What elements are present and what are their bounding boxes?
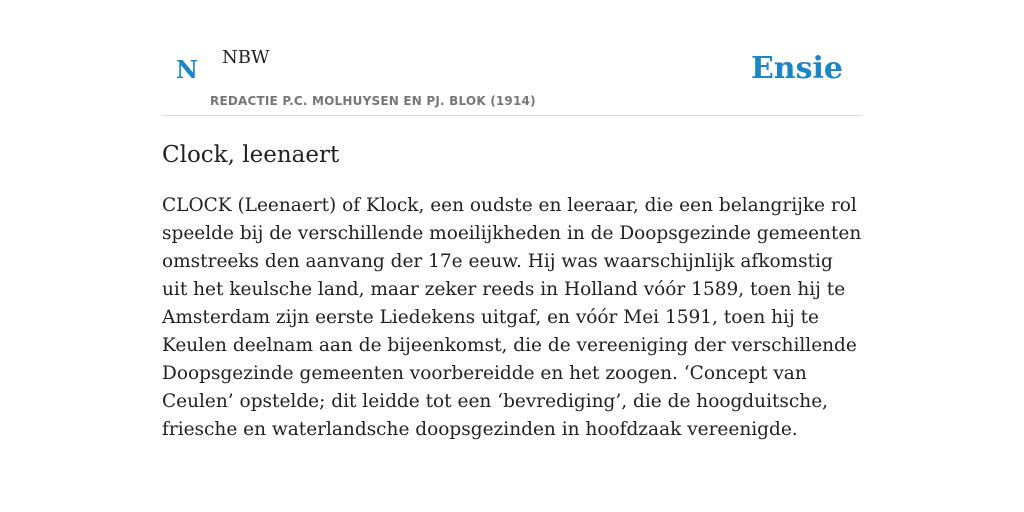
page-container bbox=[162, 0, 862, 440]
article-body: CLOCK (Leenaert) of Klock, een oudste en leeraar, die een belangrijke rol speelde bij de verschillende moeilijkheden in de Doopsgezinde gemeenten omstreeks den aanvang der 17e eeuw. Hij was waarschijnlijk afkomstig uit het keulsche land, maar zeker reeds in Holland vóór 1589, toen hij te Amsterdam zijn eerste Liedekens uitgaf, en vóór Mei 1591, toen hij te Keulen deelnam aan de bijeenkomst, die de vereeniging der verschillende Doopsgezinde gemeenten voorbereidde en het zoogen. ‘Concept van Ceulen’ opstelde; dit leidde tot een ‘bevrediging’, die de hoogduitsche, friesche en waterlandsche doopsgezinden in hoofdzaak vereenigde. bbox=[162, 195, 862, 440]
source-logo[interactable]: N bbox=[176, 55, 198, 84]
brand-logo[interactable]: Ensie bbox=[750, 51, 843, 86]
page-header bbox=[162, 0, 862, 116]
source-subtitle: REDACTIE P.C. MOLHUYSEN EN PJ. BLOK (1914) bbox=[210, 94, 536, 108]
source-name[interactable]: NBW bbox=[222, 47, 270, 68]
article-title: Clock, leenaert bbox=[162, 142, 340, 168]
